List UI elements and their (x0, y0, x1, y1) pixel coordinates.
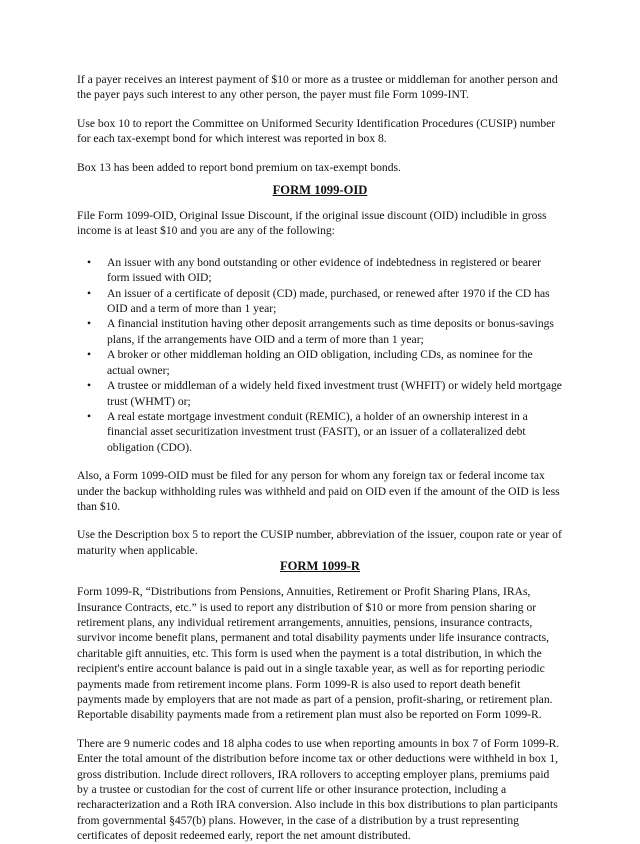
paragraph-box13: Box 13 has been added to report bond premium on tax-exempt bonds. (77, 160, 401, 174)
list-item: • A financial institution having other deposit arrangements such as time deposits or bonus-savings plans, if the arrangements have OID and a term of more than 1 year; (87, 317, 554, 346)
bullet-icon: • (87, 409, 92, 423)
bullet-icon: • (87, 379, 92, 393)
list-item: • A real estate mortgage investment conduit (REMIC), a holder of an ownership interest in a financial asset securitization investment trust (FASIT), or an issuer of a collateralized debt obligation (CDO). (87, 409, 528, 454)
list-item: • A broker or other middleman holding an OID obligation, including CDs, as nominee for the actual owner; (87, 348, 533, 377)
paragraph-1099r-overview: Form 1099-R, “Distributions from Pensions, Annuities, Retirement or Profit Sharing Plans, IRAs, Insurance Contracts, etc.” is used to report any distribution of $10 or more from pension sharing or retirement plans, any individual retirement arrangements, annuities, pensions, insurance contracts, survivor income benefit plans, permanent and total disability payments under life insurance contracts, charitable gift annuities, etc. This form is used when the payment is a total distribution, in which the recipient's entire account balance is paid out in a single taxable year, as well as for reporting periodic payments made from retirement income plans. Form 1099-R is also used to report death benefit payments made by employers that are not made as part of a pension, profit-sharing, or retirement plan. Reportable disability payments made from a retirement plan must also be reported on Form 1099-R. (77, 585, 553, 722)
heading-form-1099-oid: FORM 1099-OID (272, 183, 368, 198)
oid-bullet-list (77, 255, 563, 455)
heading-form-1099-r: FORM 1099-R (279, 559, 361, 574)
list-item: • An issuer with any bond outstanding or other evidence of indebtedness in registered or bearer form issued with OID; (87, 255, 541, 285)
paragraph-oid-backup-withholding: Also, a Form 1099-OID must be filed for any person for whom any foreign tax or federal income tax under the backup withholding rules was withheld and paid on OID even if the amount of the OID is less than $10. (77, 469, 560, 513)
list-item: • A trustee or middleman of a widely held fixed investment trust (WHFIT) or widely held mortgage trust (WHMT) or; (87, 379, 562, 408)
paragraph-box10-cusip: Use box 10 to report the Committee on Uniformed Security Identification Procedures (CUSIP) number for each tax-exempt bond for which interest was reported in box 8. (77, 116, 556, 146)
document-page (77, 72, 563, 844)
bullet-icon: • (87, 317, 92, 331)
paragraph-1099r-codes: There are 9 numeric codes and 18 alpha codes to use when reporting amounts in box 7 of Form 1099-R. Enter the total amount of the distribution before income tax or other deductions were withheld in box 1, gross distribution. Include direct rollovers, IRA rollovers to accepting employer plans, premiums paid by a trustee or custodian for the cost of current life or other insurance protection, including a recharacterization and a Roth IRA conversion. Also include in this box distributions to plan participants from governmental §457(b) plans. However, in the case of a distribution by a trust representing certificates of deposit redeemed early, report the net amount distributed. (77, 736, 560, 843)
paragraph-oid-description-box: Use the Description box 5 to report the CUSIP number, abbreviation of the issuer, coupon rate or year of maturity when applicable. (77, 528, 562, 557)
bullet-icon: • (87, 255, 92, 269)
paragraph-interest-trustee: If a payer receives an interest payment of $10 or more as a trustee or middleman for another person and the payer pays such interest to any other person, the payer must file Form 1099-INT. (77, 73, 558, 102)
bullet-icon: • (87, 348, 92, 362)
list-item: • An issuer of a certificate of deposit (CD) made, purchased, or renewed after 1970 if the CD has OID and a term of more than 1 year; (87, 286, 550, 316)
bullet-icon: • (87, 286, 92, 300)
paragraph-oid-intro: File Form 1099-OID, Original Issue Discount, if the original issue discount (OID) includible in gross income is at least $10 and you are any of the following: (77, 209, 547, 238)
